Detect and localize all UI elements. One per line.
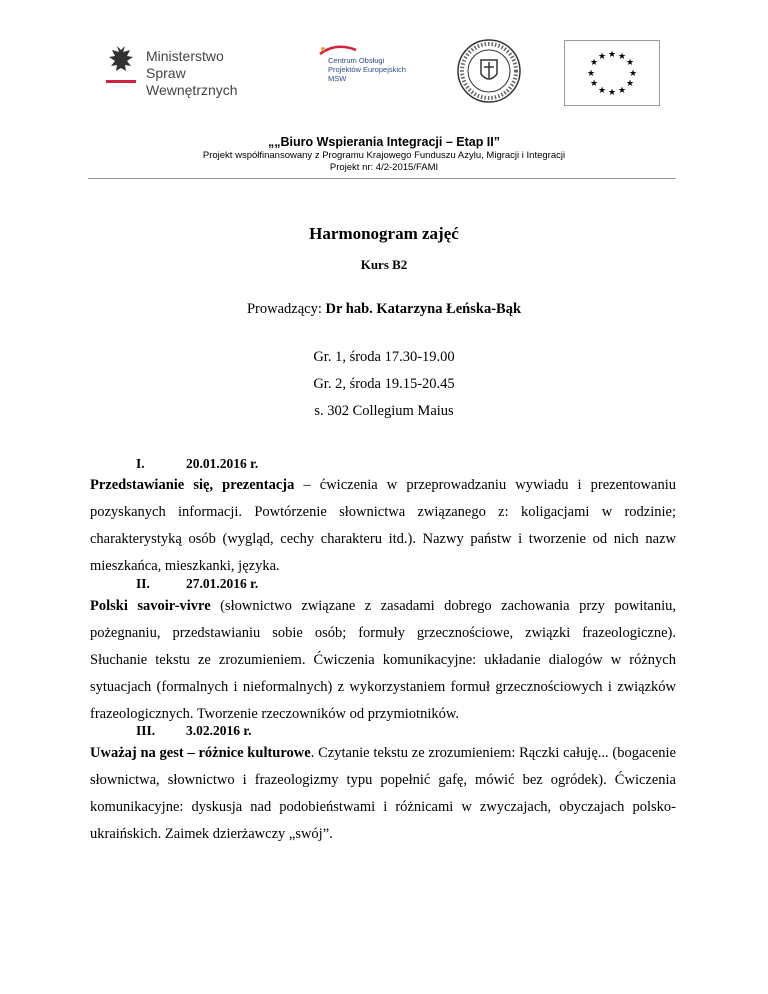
- svg-text:★: ★: [597, 86, 607, 96]
- svg-text:★: ★: [589, 58, 599, 68]
- svg-text:★: ★: [617, 86, 627, 96]
- university-seal-icon: [456, 38, 522, 104]
- session-heading: [136, 456, 258, 472]
- session-text: . Czytanie tekstu ze zrozumieniem: Rączki całuję... (bogacenie słownictwa, słownictwo i frazeologizmy typu popełnić gafę, mówić bez ogródek). Ćwiczenia komunikacyjne: dyskusja nad podobieństwami i różnicami w zwyczajach, obyczajach polsko-ukraińskich. Zaimek dzierżawczy „swój”.: [90, 745, 676, 842]
- svg-text:★: ★: [607, 88, 617, 98]
- group-1: Gr. 1, środa 17.30-19.00: [313, 349, 455, 365]
- session-number: I.: [136, 456, 145, 471]
- lecturer-name: Dr hab. Katarzyna Łeńska-Bąk: [325, 301, 522, 317]
- svg-text:★: ★: [607, 50, 617, 60]
- group-2: Gr. 2, środa 19.15-20.45: [313, 376, 455, 392]
- lecturer-label: Prowadzący:: [246, 301, 326, 317]
- cop-name: Centrum Obsługi Projektów Europejskich MSW: [328, 56, 406, 83]
- project-title: „„Biuro Wspierania Integracji – Etap II”: [268, 135, 500, 149]
- svg-text:★: ★: [597, 52, 607, 62]
- session-date: 27.01.2016 r.: [186, 576, 259, 591]
- session-heading: [136, 576, 258, 592]
- svg-text:★: ★: [589, 79, 599, 89]
- lecturer: [0, 301, 768, 318]
- session-topic: Uważaj na gest – różnice kulturowe: [90, 745, 311, 761]
- logo-bar: [0, 38, 768, 108]
- session-topic: Polski savoir-vivre: [90, 598, 211, 614]
- svg-text:★: ★: [617, 52, 627, 62]
- eu-flag-icon: [565, 41, 659, 105]
- svg-text:★: ★: [625, 79, 635, 89]
- course-name: Kurs B2: [360, 257, 408, 272]
- ministry-logo: [106, 44, 276, 98]
- project-header: [0, 134, 768, 174]
- session-heading: [136, 723, 252, 739]
- university-logo: [456, 38, 522, 104]
- session-description: [90, 593, 676, 728]
- session-text: – ćwiczenia w przeprowadzaniu wywiadu i prezentowaniu pozyskanych informacji. Powtórzenie słownictwa związanego z: koligacjami w rodzinie; charakterystyką osób (wygląd, cechy charakteru itd.). Nazwy państw i tworzenie od nich nazw mieszkańca, mieszkanki, języka.: [90, 477, 676, 574]
- room: s. 302 Collegium Maius: [314, 403, 454, 419]
- project-number: Projekt nr: 4/2-2015/FAMI: [329, 162, 439, 173]
- session-date: 20.01.2016 r.: [186, 456, 259, 471]
- session-text: (słownictwo związane z zasadami dobrego zachowania przy powitaniu, pożegnaniu, przedstawianiu sobie osób; formuły grzecznościowe, związki frazeologiczne). Słuchanie tekstu ze zrozumieniem. Ćwiczenia komunikacyjne: układanie dialogów w różnych sytuacjach (formalnych i nieformalnych) z wykorzystaniem formuł grzecznościowych i związków frazeologicznych. Tworzenie rzeczowników od przymiotników.: [90, 598, 676, 722]
- session-description: [90, 472, 676, 580]
- svg-text:★: ★: [586, 69, 596, 79]
- eagle-emblem-icon: [106, 44, 136, 90]
- svg-text:★: ★: [625, 58, 635, 68]
- svg-text:★: ★: [628, 69, 638, 79]
- doc-title: Harmonogram zajęć: [309, 224, 459, 243]
- header-divider: [88, 178, 676, 179]
- session-description: [90, 740, 676, 848]
- cop-logo: [318, 44, 438, 94]
- session-topic: Przedstawianie się, prezentacja: [90, 477, 295, 493]
- eu-flag: [564, 40, 660, 106]
- session-number: II.: [136, 576, 150, 591]
- ministry-name: Ministerstwo Spraw Wewnętrznych: [146, 48, 238, 98]
- session-date: 3.02.2016 r.: [186, 723, 252, 738]
- cofinance-note: Projekt współfinansowany z Programu Krajowego Funduszu Azylu, Migracji i Integracji: [202, 150, 566, 161]
- session-number: III.: [136, 723, 156, 738]
